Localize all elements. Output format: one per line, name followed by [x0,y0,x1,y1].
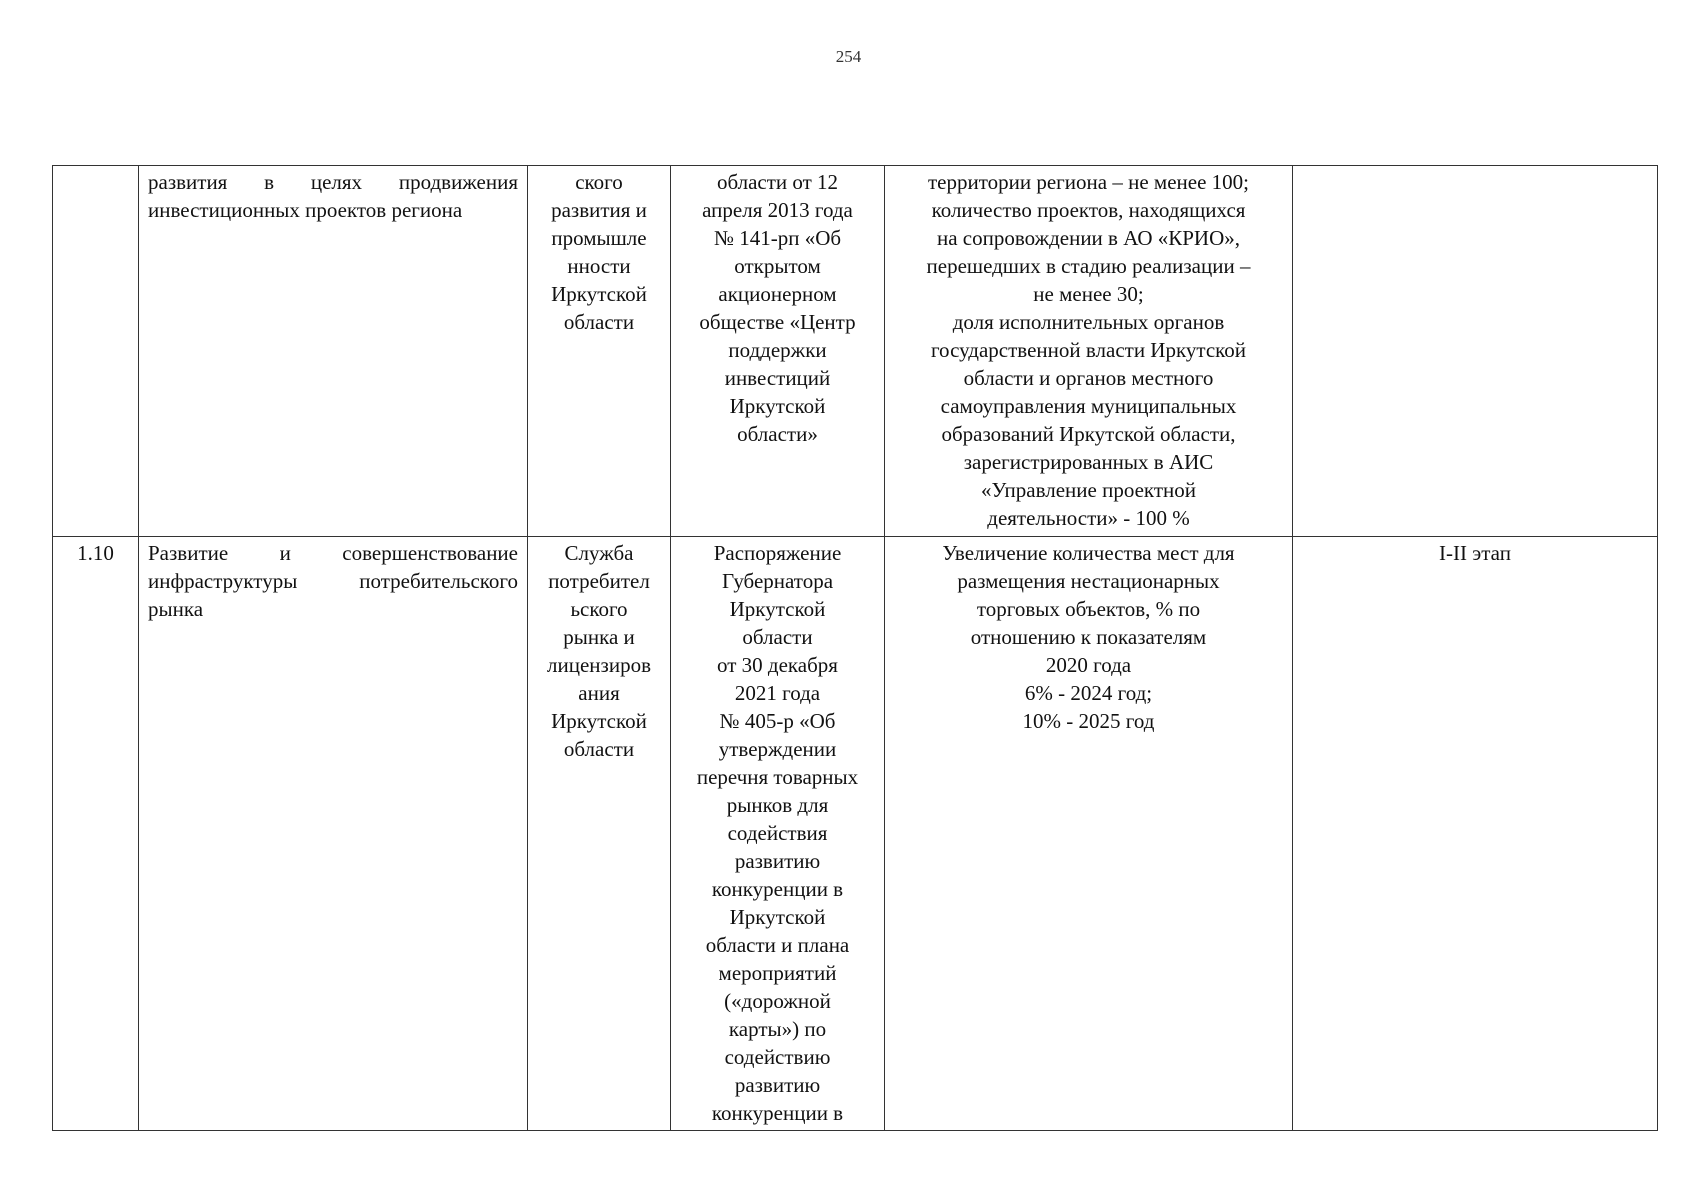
document-line: («дорожной [724,989,831,1013]
indicator-line: перешедших в стадию реализации – [926,254,1251,278]
indicator-line: 10% - 2025 год [1022,709,1155,733]
executor-line: нности [567,254,631,278]
executor-cell [528,537,671,1131]
document-cell [671,537,885,1131]
document-line: акционерном [718,282,837,306]
document-line: развитию [734,1073,821,1097]
document-line: Иркутской [729,394,826,418]
document-line: открытом [734,254,821,278]
indicator-line: самоуправления муниципальных [940,394,1237,418]
document-line: карты») по [728,1017,827,1041]
document-line: Иркутской [729,597,826,621]
table-row [53,166,1658,537]
document-line: Губернатора [721,569,834,593]
document-line: 2021 года [734,681,821,705]
indicator-line: доля исполнительных органов [952,310,1225,334]
executor-line: промышле [551,226,647,250]
stage-cell [1293,166,1658,537]
executor-line: Иркутской [551,709,647,733]
document-line: инвестиций [724,366,831,390]
stage-cell: I-II этап [1293,537,1658,1131]
indicator-cell [885,537,1293,1131]
document-line: Иркутской [729,905,826,929]
executor-line: ского [575,170,623,194]
document-line: развитию [734,849,821,873]
indicator-line: торговых объектов, % по [976,597,1201,621]
document-line: Распоряжение [713,541,842,565]
indicator-line: 2020 года [1045,653,1132,677]
document-line: конкуренции в [711,1101,844,1125]
document-line: № 141-рп «Об [713,226,842,250]
document-line: содействию [724,1045,831,1069]
executor-line: ания [578,681,620,705]
executor-line: рынка и [563,625,635,649]
document-cell [671,166,885,537]
executor-line: Иркутской [551,282,647,306]
indicator-line: деятельности» - 100 % [987,506,1190,530]
document-line: области и плана [705,933,850,957]
document-line: области [742,625,813,649]
indicator-line: зарегистрированных в АИС [963,450,1214,474]
page-number: 254 [835,47,862,66]
executor-line: области [563,737,635,761]
indicator-cell [885,166,1293,537]
indicator-line: образований Иркутской области, [941,422,1236,446]
indicator-line: территории региона – не менее 100; [928,170,1249,194]
document-line: обществе «Центр [699,310,856,334]
executor-line: Служба [564,541,634,565]
measures-table [52,165,1658,1131]
indicator-line: 6% - 2024 год; [1024,681,1153,705]
executor-line: области [563,310,635,334]
indicator-line: отношению к показателям [970,625,1207,649]
document-line: перечня товарных [696,765,859,789]
measure-name: Развитие и совершенствование инфраструктуры потребительского рынка [139,537,528,1131]
executor-line: лицензиров [547,653,651,677]
executor-cell [528,166,671,537]
document-line: области» [737,422,818,446]
indicator-line: размещения нестационарных [957,569,1220,593]
document-line: области от 12 [716,170,839,194]
row-number [53,166,139,537]
indicator-line: области и органов местного [963,366,1214,390]
document-line: № 405-р «Об [719,709,836,733]
table-row [53,537,1658,1131]
document-line: конкуренции в [711,877,844,901]
measure-name: развития в целях продвижения инвестиционных проектов региона [139,166,528,537]
indicator-line: «Управление проектной [981,478,1196,502]
indicator-line: государственной власти Иркутской [930,338,1247,362]
executor-line: развития и [551,198,647,222]
document-line: содействия [727,821,828,845]
indicator-line: количество проектов, находящихся [931,198,1246,222]
indicator-line: не менее 30; [1033,282,1144,306]
executor-line: потребител [548,569,650,593]
document-line: мероприятий [718,961,837,985]
document-line: поддержки [728,338,827,362]
indicator-line: на сопровождении в АО «КРИО», [936,226,1241,250]
executor-line: ьского [570,597,628,621]
document-line: рынков для [726,793,829,817]
document-line: от 30 декабря [717,653,838,677]
row-number: 1.10 [53,537,139,1131]
document-line: утверждении [718,737,837,761]
indicator-line: Увеличение количества мест для [942,541,1235,565]
document-line: апреля 2013 года [702,198,853,222]
